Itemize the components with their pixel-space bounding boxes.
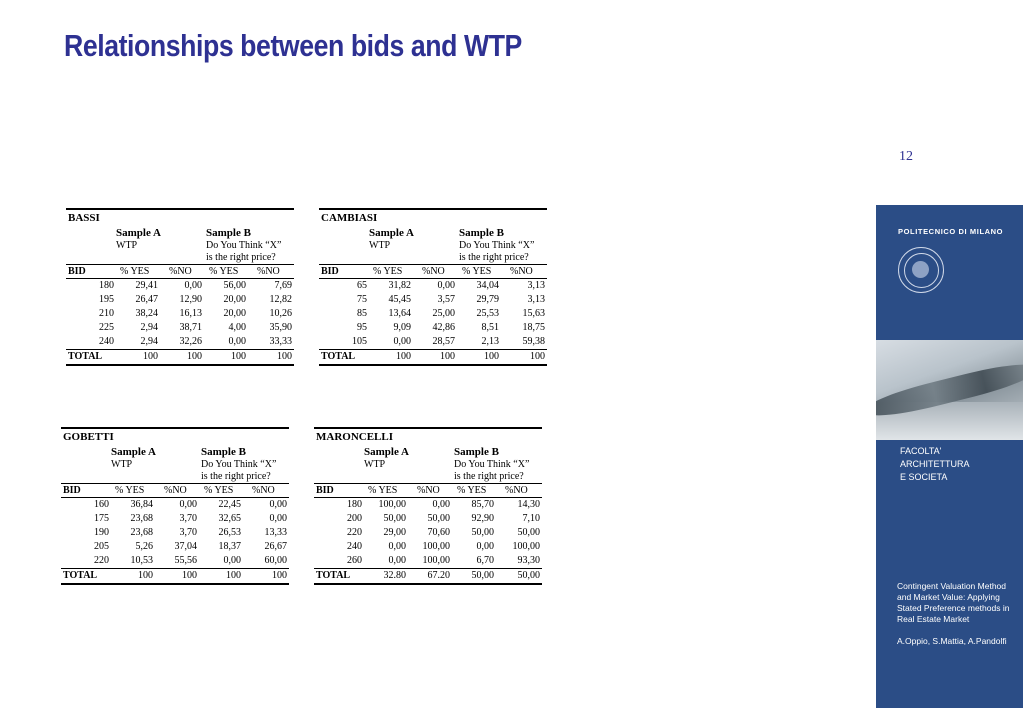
table-cell: 13,33 [264,527,287,538]
table-cell: 8,51 [481,322,499,333]
no-column-header: %NO [510,266,533,277]
table-cell: 0,00 [393,336,411,347]
table-cell: 9,09 [393,322,411,333]
bid-table-gobetti [61,427,289,585]
table-cell: 3,70 [179,527,197,538]
total-cell: 50,00 [517,570,540,581]
table-cell: 0,00 [476,541,494,552]
faculty-line: FACOLTA' [900,446,942,456]
table-cell: 16,13 [179,308,202,319]
table-cell: 105 [352,336,367,347]
table-cell: 95 [357,322,367,333]
question-line-2: is the right price? [459,252,529,263]
table-cell: 50,00 [471,527,494,538]
table-row [61,526,289,540]
total-label: TOTAL [68,351,103,362]
table-cell: 38,24 [135,308,158,319]
sample-a-label: Sample A [364,446,409,458]
total-cell: 100 [484,351,499,362]
table-row [66,335,294,349]
table-cell: 36,84 [130,499,153,510]
table-cell: 23,68 [130,513,153,524]
table-cell: 15,63 [522,308,545,319]
aerial-photo [876,340,1023,440]
table-cell: 200 [347,513,362,524]
table-cell: 10,53 [130,555,153,566]
table-cell: 55,56 [174,555,197,566]
total-cell: 100 [231,351,246,362]
bid-table-cambiasi [319,208,547,366]
table-cell: 31,82 [388,280,411,291]
table-cell: 220 [347,527,362,538]
wtp-label: WTP [116,240,138,251]
table-cell: 225 [99,322,114,333]
sample-b-label: Sample B [201,446,246,458]
table-cell: 100,00 [422,555,450,566]
table-cell: 18,75 [522,322,545,333]
total-row [61,568,289,585]
table-cell: 100,00 [378,499,406,510]
table-title: CAMBIASI [321,212,378,224]
question-line-1: Do You Think “X” [206,240,282,251]
table-cell: 26,47 [135,294,158,305]
table-cell: 59,38 [522,336,545,347]
table-row [66,279,294,293]
table-row [61,512,289,526]
table-row [61,554,289,568]
table-row [314,512,542,526]
yes-column-header: % YES [462,266,492,277]
table-cell: 26,67 [264,541,287,552]
total-cell: 100 [187,351,202,362]
yes-column-header: % YES [115,485,145,496]
table-row [66,307,294,321]
table-cell: 0,00 [269,513,287,524]
bid-column-header: BID [63,485,81,496]
total-cell: 100 [530,351,545,362]
table-cell: 50,00 [383,513,406,524]
bid-column-header: BID [321,266,339,277]
table-cell: 175 [94,513,109,524]
no-column-header: %NO [169,266,192,277]
table-cell: 56,00 [223,280,246,291]
table-cell: 29,79 [476,294,499,305]
presentation-description [897,581,1017,647]
institution-name: POLITECNICO DI MILANO [898,227,1004,236]
table-cell: 65 [357,280,367,291]
table-cell: 3,13 [527,294,545,305]
table-row [319,321,547,335]
total-label: TOTAL [316,570,351,581]
sample-b-label: Sample B [206,227,251,239]
table-row [319,279,547,293]
total-cell: 67.20 [427,570,450,581]
table-cell: 180 [347,499,362,510]
table-cell: 7,10 [522,513,540,524]
total-label: TOTAL [321,351,356,362]
faculty-label [900,445,970,484]
table-cell: 0,00 [388,541,406,552]
page-number: 12 [899,149,913,164]
table-cell: 0,00 [179,499,197,510]
table-row [66,321,294,335]
question-line-1: Do You Think “X” [201,459,277,470]
table-cell: 0,00 [432,499,450,510]
no-column-header: %NO [257,266,280,277]
total-cell: 100 [396,351,411,362]
sample-b-label: Sample B [459,227,504,239]
total-cell: 100 [143,351,158,362]
no-column-header: %NO [164,485,187,496]
table-cell: 92,90 [471,513,494,524]
yes-column-header: % YES [368,485,398,496]
total-row [319,349,547,366]
table-row [319,307,547,321]
table-cell: 75 [357,294,367,305]
wtp-label: WTP [111,459,133,470]
table-cell: 22,45 [218,499,241,510]
table-cell: 28,57 [432,336,455,347]
no-column-header: %NO [422,266,445,277]
table-cell: 34,04 [476,280,499,291]
table-row [61,498,289,512]
table-cell: 12,82 [269,294,292,305]
table-cell: 42,86 [432,322,455,333]
table-cell: 70,60 [427,527,450,538]
table-row [61,540,289,554]
table-cell: 0,00 [388,555,406,566]
total-cell: 100 [272,570,287,581]
description-text: Contingent Valuation Method and Market Value: Applying Stated Preference methods in Real Estate Market [897,581,1010,624]
table-cell: 14,30 [517,499,540,510]
table-cell: 37,04 [174,541,197,552]
table-cell: 0,00 [184,280,202,291]
table-cell: 18,37 [218,541,241,552]
sample-b-label: Sample B [454,446,499,458]
bid-table-bassi [66,208,294,366]
table-cell: 100,00 [422,541,450,552]
table-cell: 29,41 [135,280,158,291]
table-cell: 85 [357,308,367,319]
table-cell: 3,57 [437,294,455,305]
bid-table-maroncelli [314,427,542,585]
authors-text: A.Oppio, S.Mattia, A.Pandolfi [897,636,1007,646]
total-row [314,568,542,585]
table-cell: 240 [347,541,362,552]
table-cell: 93,30 [517,555,540,566]
table-cell: 0,00 [223,555,241,566]
yes-column-header: % YES [457,485,487,496]
faculty-line: E SOCIETA [900,472,948,482]
question-line-2: is the right price? [206,252,276,263]
table-cell: 0,00 [269,499,287,510]
table-cell: 32,65 [218,513,241,524]
table-cell: 240 [99,336,114,347]
page-title: Relationships between bids and WTP [64,28,522,63]
table-cell: 195 [99,294,114,305]
bid-column-header: BID [68,266,86,277]
question-line-1: Do You Think “X” [459,240,535,251]
table-cell: 0,00 [437,280,455,291]
table-cell: 35,90 [269,322,292,333]
total-label: TOTAL [63,570,98,581]
university-seal-icon [898,247,944,293]
yes-column-header: % YES [120,266,150,277]
table-cell: 60,00 [264,555,287,566]
question-line-2: is the right price? [454,471,524,482]
table-cell: 45,45 [388,294,411,305]
sample-a-label: Sample A [369,227,414,239]
no-column-header: %NO [252,485,275,496]
table-cell: 50,00 [427,513,450,524]
table-cell: 5,26 [135,541,153,552]
table-cell: 13,64 [388,308,411,319]
question-line-1: Do You Think “X” [454,459,530,470]
no-column-header: %NO [417,485,440,496]
bid-column-header: BID [316,485,334,496]
table-cell: 6,70 [476,555,494,566]
table-cell: 3,70 [179,513,197,524]
total-cell: 100 [182,570,197,581]
wtp-label: WTP [364,459,386,470]
yes-column-header: % YES [204,485,234,496]
total-row [66,349,294,366]
table-row [319,293,547,307]
table-cell: 7,69 [274,280,292,291]
table-cell: 210 [99,308,114,319]
table-row [66,293,294,307]
wtp-label: WTP [369,240,391,251]
table-row [314,554,542,568]
table-cell: 32,26 [179,336,202,347]
table-cell: 190 [94,527,109,538]
table-cell: 20,00 [223,294,246,305]
total-cell: 32.80 [383,570,406,581]
total-cell: 100 [277,351,292,362]
table-cell: 100,00 [512,541,540,552]
table-cell: 20,00 [223,308,246,319]
question-line-2: is the right price? [201,471,271,482]
total-cell: 50,00 [471,570,494,581]
total-cell: 100 [138,570,153,581]
sample-a-label: Sample A [116,227,161,239]
table-cell: 12,90 [179,294,202,305]
table-cell: 260 [347,555,362,566]
table-cell: 180 [99,280,114,291]
table-cell: 4,00 [228,322,246,333]
table-cell: 26,53 [218,527,241,538]
table-cell: 2,94 [140,336,158,347]
yes-column-header: % YES [373,266,403,277]
total-cell: 100 [440,351,455,362]
yes-column-header: % YES [209,266,239,277]
table-row [314,498,542,512]
faculty-line: ARCHITETTURA [900,459,970,469]
table-cell: 220 [94,555,109,566]
no-column-header: %NO [505,485,528,496]
table-cell: 2,94 [140,322,158,333]
total-cell: 100 [226,570,241,581]
sidebar [876,205,1023,708]
table-row [314,540,542,554]
table-cell: 29,00 [383,527,406,538]
table-cell: 25,00 [432,308,455,319]
table-cell: 3,13 [527,280,545,291]
table-cell: 50,00 [517,527,540,538]
sample-a-label: Sample A [111,446,156,458]
table-cell: 160 [94,499,109,510]
table-title: BASSI [68,212,100,224]
table-cell: 33,33 [269,336,292,347]
table-row [319,335,547,349]
table-cell: 85,70 [471,499,494,510]
table-cell: 38,71 [179,322,202,333]
table-cell: 0,00 [228,336,246,347]
table-cell: 2,13 [481,336,499,347]
table-title: MARONCELLI [316,431,394,443]
table-cell: 10,26 [269,308,292,319]
table-cell: 23,68 [130,527,153,538]
table-row [314,526,542,540]
table-cell: 205 [94,541,109,552]
table-cell: 25,53 [476,308,499,319]
table-title: GOBETTI [63,431,114,443]
